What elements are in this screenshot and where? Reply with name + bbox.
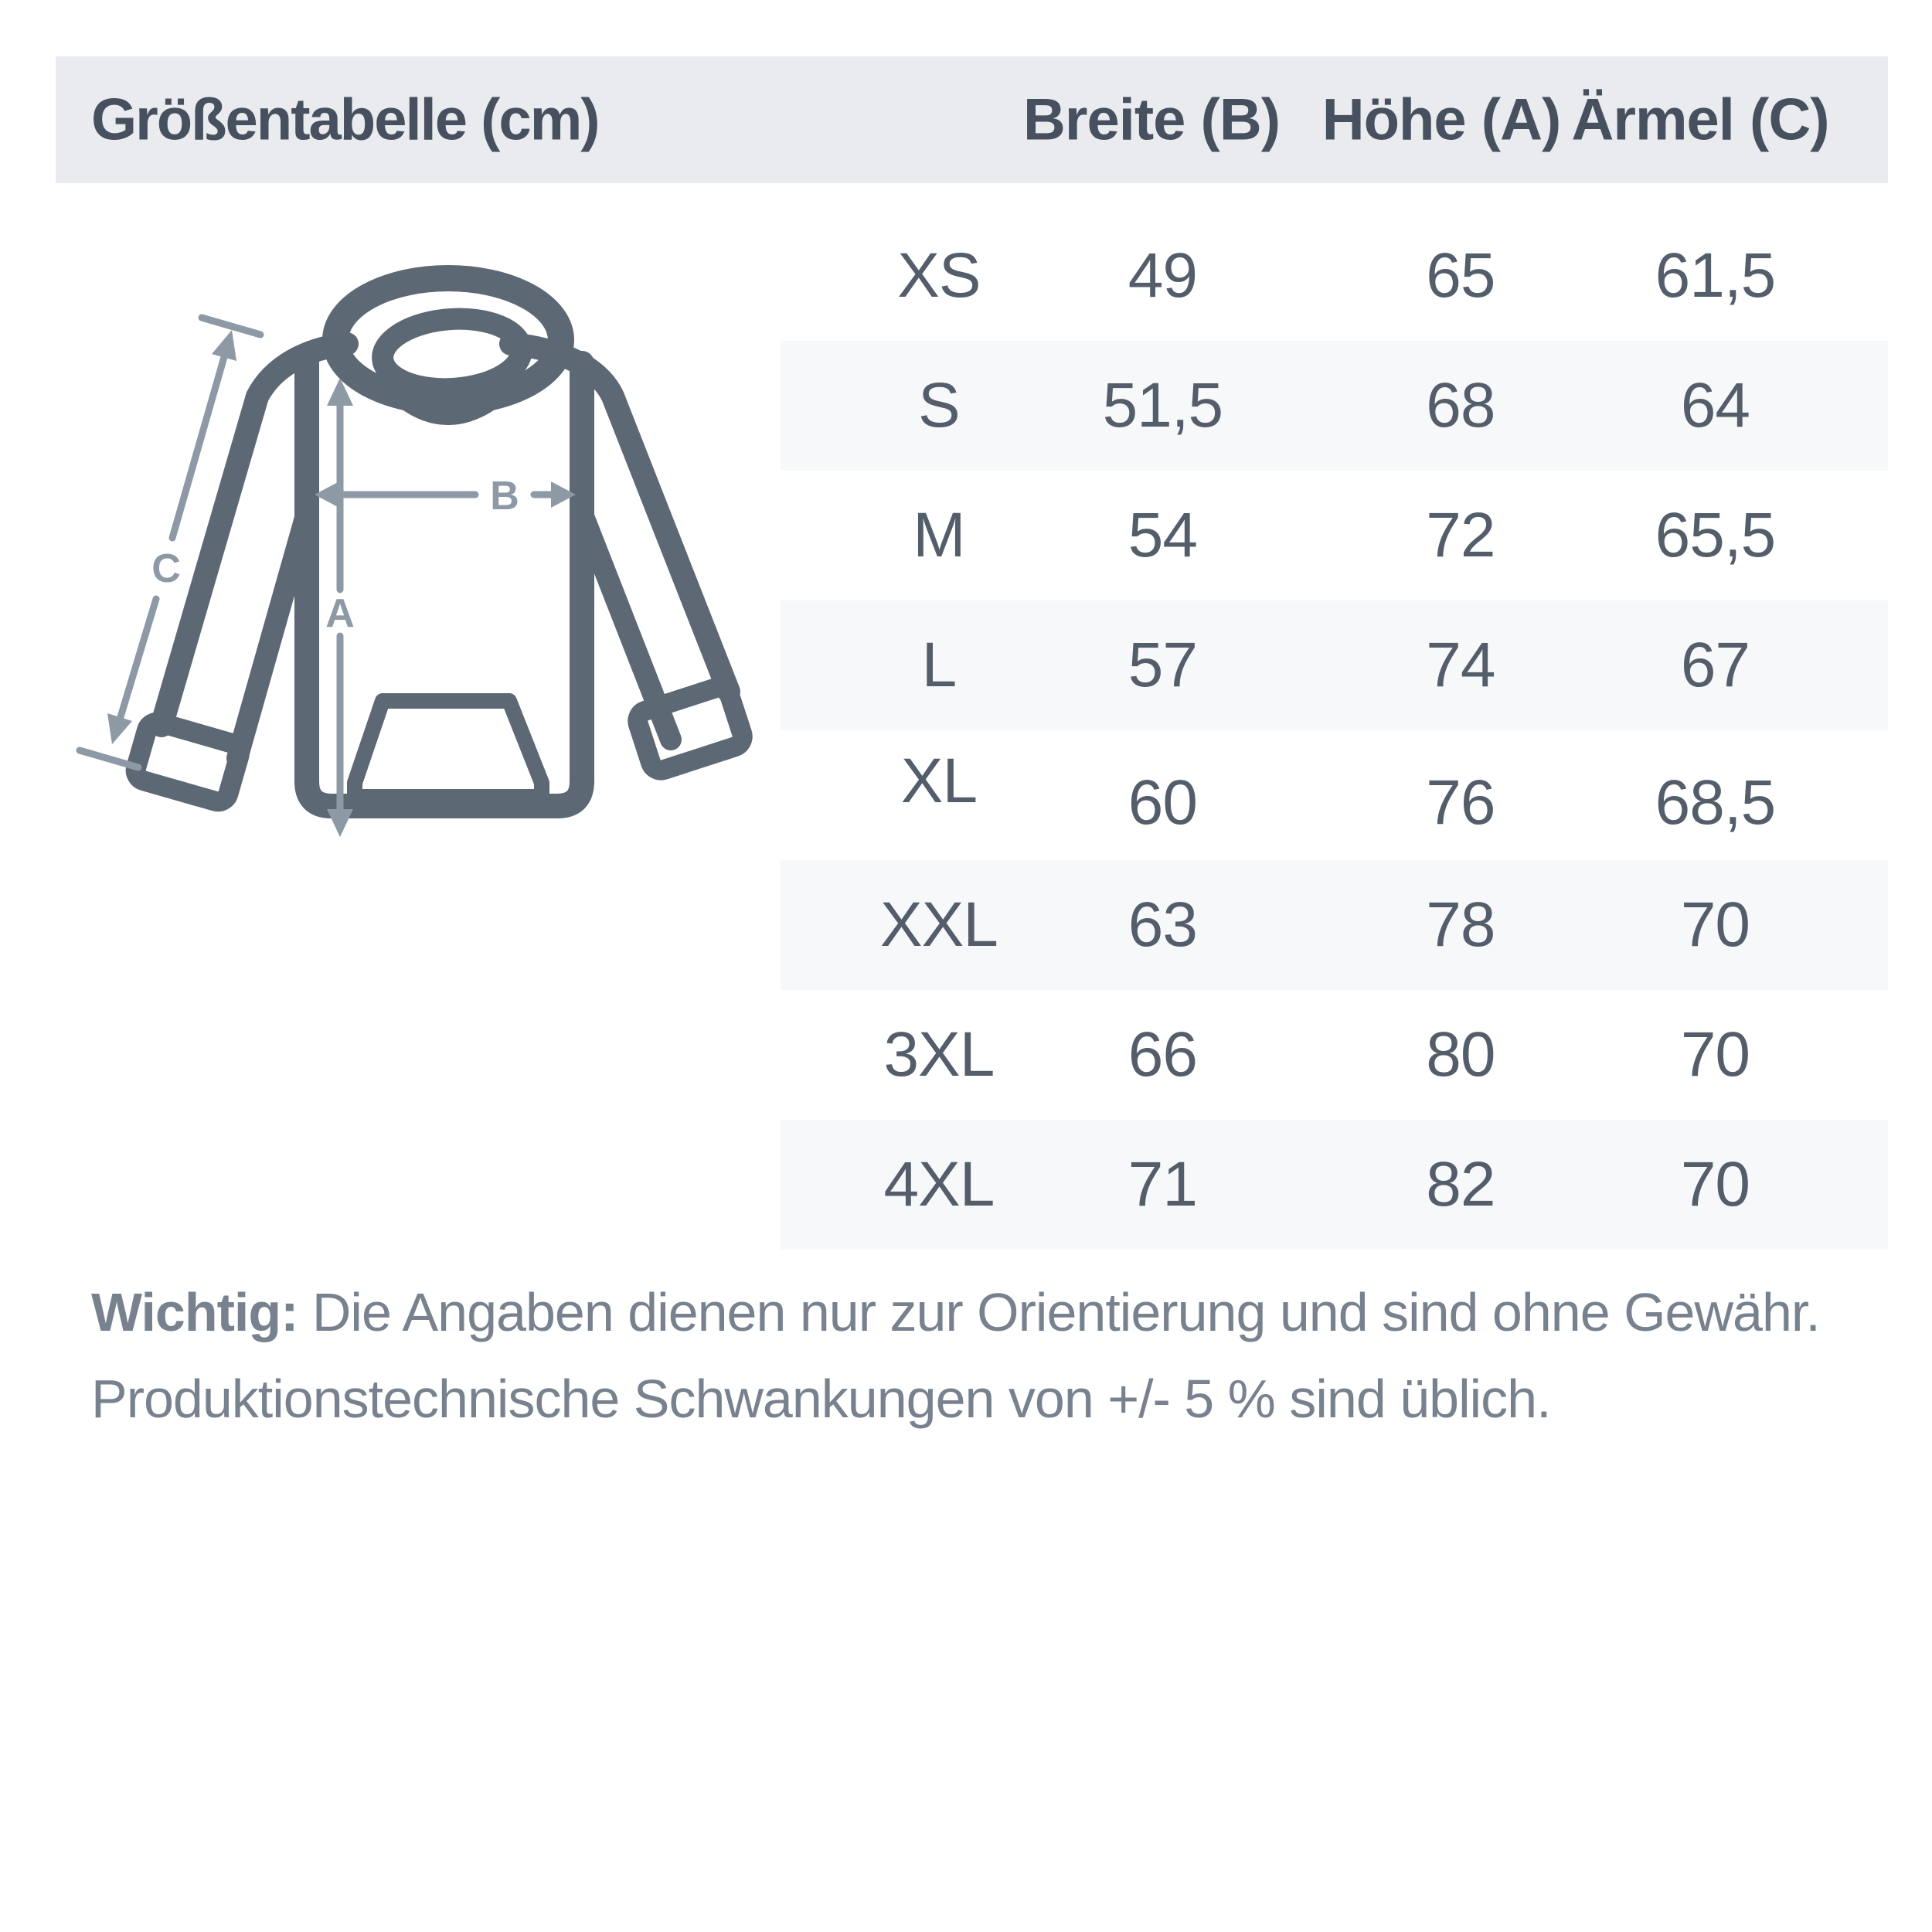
table-row bbox=[781, 471, 1888, 600]
size-chart-title: Größentabelle (cm) bbox=[91, 87, 599, 153]
breite-cell: 51,5 bbox=[1102, 370, 1223, 440]
column-header-hoehe: Höhe (A) bbox=[1321, 87, 1561, 153]
hoehe-cell: 74 bbox=[1426, 630, 1495, 700]
aermel-cell: 67 bbox=[1680, 630, 1750, 700]
hoehe-cell: 72 bbox=[1426, 500, 1495, 570]
footer-line-1 bbox=[91, 1269, 1892, 1355]
aermel-cell: 65,5 bbox=[1655, 500, 1776, 570]
breite-cell: 57 bbox=[1128, 630, 1197, 700]
size-cell: XS bbox=[897, 240, 981, 311]
table-row bbox=[781, 1120, 1888, 1250]
column-header-breite: Breite (B) bbox=[1022, 87, 1281, 153]
size-chart-header-bar bbox=[56, 56, 1888, 183]
size-cell: S bbox=[918, 370, 960, 440]
table-row bbox=[781, 211, 1888, 341]
hoehe-cell: 65 bbox=[1426, 240, 1495, 311]
footer-line-1-text: Die Angaben dienen nur zur Orientierung und sind ohne Gewähr. bbox=[298, 1282, 1820, 1342]
breite-cell: 71 bbox=[1128, 1149, 1197, 1219]
height-arrow bbox=[325, 378, 355, 837]
hoodie-left-cuff bbox=[133, 719, 242, 804]
hoodie-measurement-diagram bbox=[58, 197, 800, 939]
hoehe-cell: 68 bbox=[1426, 370, 1495, 440]
hoodie-torso-outline bbox=[307, 363, 582, 806]
aermel-cell: 68,5 bbox=[1655, 767, 1776, 838]
aermel-cell: 64 bbox=[1680, 370, 1750, 440]
sleeve-label: C bbox=[151, 546, 181, 591]
hoehe-cell: 78 bbox=[1426, 889, 1495, 960]
table-row bbox=[781, 990, 1888, 1120]
breite-cell: 54 bbox=[1128, 500, 1197, 570]
table-row bbox=[781, 600, 1888, 730]
height-label: A bbox=[325, 591, 355, 636]
table-row bbox=[781, 341, 1888, 471]
width-arrow bbox=[315, 474, 576, 519]
footer-line-2: Produktionstechnische Schwankungen von +/- 5 % sind üblich. bbox=[91, 1369, 1551, 1429]
hoodie-hood-inner bbox=[380, 315, 524, 393]
footer-important-label: Wichtig: bbox=[91, 1282, 298, 1342]
column-header-aermel: Ärmel (C) bbox=[1571, 87, 1829, 153]
footer-note bbox=[91, 1269, 1892, 1442]
hoodie-right-sleeve-outer bbox=[511, 344, 729, 692]
size-cell: M bbox=[913, 500, 965, 570]
aermel-cell: 70 bbox=[1680, 889, 1750, 960]
size-cell: 4XL bbox=[883, 1149, 995, 1219]
table-row bbox=[781, 860, 1888, 990]
size-table-rows bbox=[781, 211, 1888, 1250]
size-cell: XL bbox=[900, 746, 978, 816]
aermel-cell: 70 bbox=[1680, 1149, 1750, 1219]
hoodie-pocket bbox=[355, 701, 542, 797]
breite-cell: 60 bbox=[1128, 767, 1197, 838]
hoehe-cell: 80 bbox=[1426, 1019, 1495, 1090]
size-cell: L bbox=[921, 630, 957, 700]
table-row bbox=[781, 730, 1888, 860]
width-label: B bbox=[490, 474, 519, 519]
aermel-cell: 61,5 bbox=[1655, 240, 1776, 311]
breite-cell: 49 bbox=[1128, 240, 1197, 311]
breite-cell: 63 bbox=[1128, 889, 1197, 960]
breite-cell: 66 bbox=[1128, 1019, 1197, 1090]
hoehe-cell: 76 bbox=[1426, 767, 1495, 838]
size-cell: 3XL bbox=[883, 1019, 995, 1090]
hoehe-cell: 82 bbox=[1426, 1149, 1495, 1219]
size-cell: XXL bbox=[879, 889, 998, 960]
aermel-cell: 70 bbox=[1680, 1019, 1750, 1090]
